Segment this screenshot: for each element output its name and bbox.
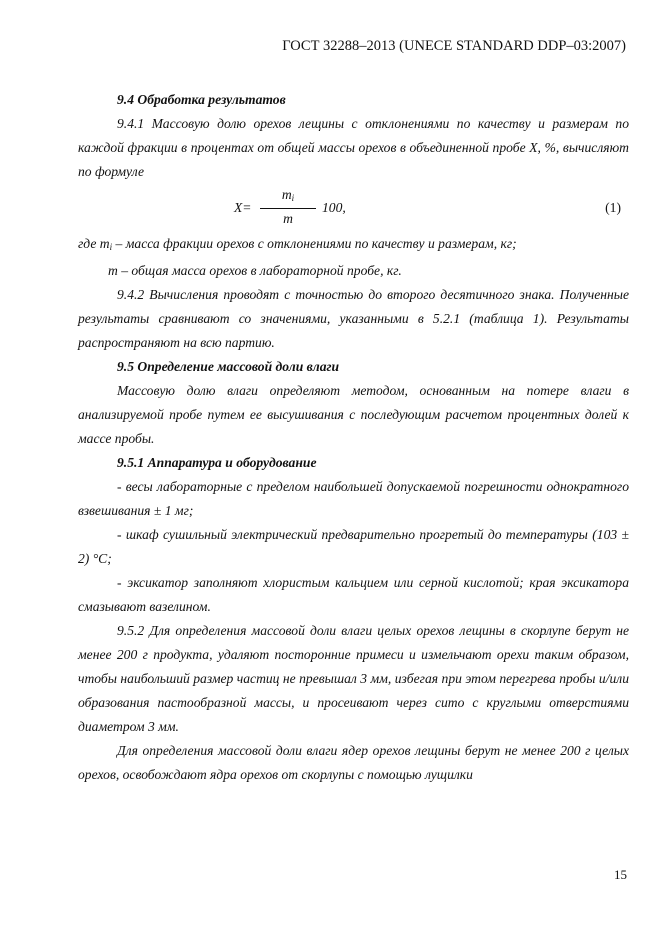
section-heading-9-5-1: 9.5.1 Аппаратура и оборудование: [117, 455, 317, 470]
where-mi: [78, 232, 629, 259]
formula-number: (1): [605, 200, 621, 215]
formula-denominator: m: [283, 211, 293, 226]
where-prefix: где m: [78, 236, 110, 251]
formula-lhs: X=: [234, 200, 252, 215]
paragraph-9-5: Массовую долю влаги определяют методом, основанным на потере влаги в анализируемой пробе путем ее высушивания с последующим расчетом процентных долей к массе пробы.: [78, 383, 629, 446]
list-item-oven: - шкаф сушильный электрический предварительно прогретый до температуры (103 ± 2) °С;: [78, 527, 629, 566]
formula-1: [78, 184, 629, 232]
where-rest: – масса фракции орехов с отклонениями по качеству и размерам, кг;: [112, 236, 517, 251]
list-item-desiccator: - эксикатор заполняют хлористым кальцием или серной кислотой; края эксикатора смазывают вазелином.: [78, 575, 629, 614]
section-heading-9-5: 9.5 Определение массовой доли влаги: [117, 359, 340, 374]
where-m: m – общая масса орехов в лабораторной пробе, кг.: [108, 263, 402, 278]
paragraph-9-4-2: 9.4.2 Вычисления проводят с точностью до второго десятичного знака. Полученные результаты сравнивают со значениями, указанными в 5.2.1 (таблица 1). Результаты распространяют на всю партию.: [78, 287, 629, 350]
formula-fraction: [260, 184, 316, 228]
list-item-scales: - весы лабораторные с пределом наибольшей допускаемой погрешности однократного взвешивания ± 1 мг;: [78, 479, 629, 518]
fraction-bar: [260, 208, 316, 209]
where-sub: i: [109, 242, 113, 252]
formula-rhs: 100,: [322, 200, 346, 215]
paragraph-9-5-2: 9.5.2 Для определения массовой доли влаги целых орехов лещины в скорлупе берут не менее 200 г продукта, удаляют посторонние примеси и измельчают орехи таким образом, чтобы наибольший размер частиц не превышал 3 мм, избегая при этом перегрева пробы и/или образования пастообразной массы, и просеивают через сито с круглыми отверстиями диаметром 3 мм.: [78, 623, 629, 734]
paragraph-9-4-1: 9.4.1 Массовую долю орехов лещины с отклонениями по качеству и размерам по каждой фракции в процентах от общей массы орехов в объединенной пробе X, %, вычисляют по формуле: [78, 116, 629, 179]
document-body: [78, 88, 629, 787]
numerator-sub: i: [291, 193, 295, 203]
page-number: 15: [614, 867, 627, 882]
numerator-var: m: [281, 187, 292, 202]
document-header: ГОСТ 32288–2013 (UNECE STANDARD DDP–03:2007): [282, 38, 626, 54]
formula-numerator: [260, 184, 316, 207]
paragraph-9-5-2-continued: Для определения массовой доли влаги ядер орехов лещины берут не менее 200 г целых орехов, освобождают ядра орехов от скорлупы с помощью лущилки: [78, 743, 629, 782]
section-heading-9-4: 9.4 Обработка результатов: [117, 92, 286, 107]
